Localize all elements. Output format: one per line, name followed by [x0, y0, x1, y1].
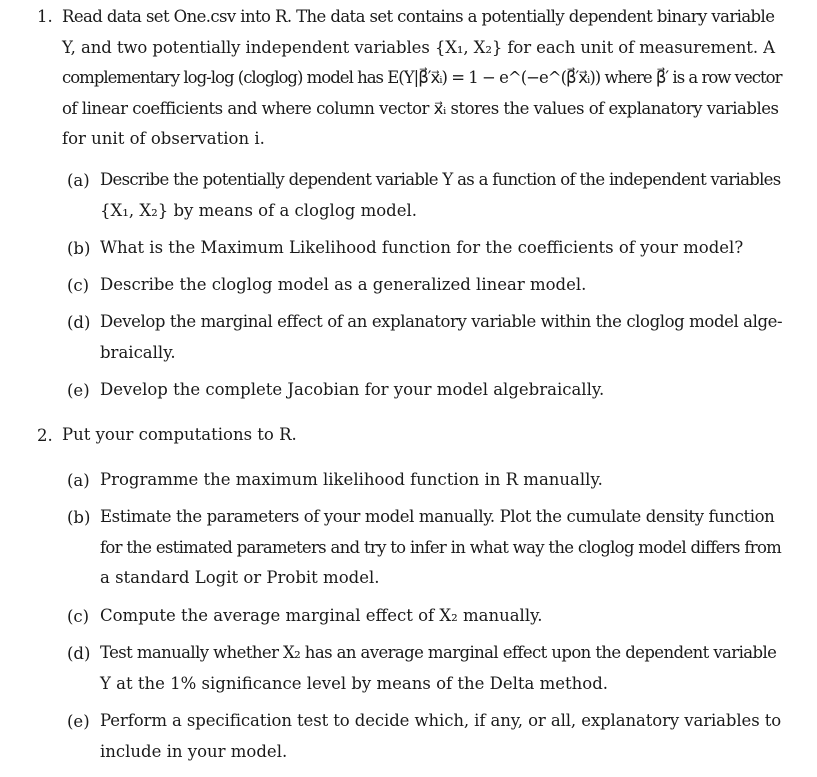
text-line: for unit of observation i.: [62, 129, 265, 148]
text-line: Programme the maximum likelihood function in R manually.: [100, 470, 603, 489]
text-line: Develop the marginal effect of an explanatory variable within the cloglog model alge-: [100, 312, 783, 331]
question-text: [62, 2, 782, 155]
item-label: (c): [67, 276, 90, 295]
item-text: [100, 502, 782, 594]
text-line: What is the Maximum Likelihood function for the coefficients of your model?: [100, 238, 744, 257]
text-line: of linear coefficients and where column vector x⃗ᵢ stores the values of explanatory variables: [62, 98, 779, 118]
text-line: braically.: [100, 342, 176, 362]
question-number: 2.: [37, 426, 53, 445]
item-text: [100, 706, 782, 767]
text-line: Read data set One.csv into R. The data set contains a potentially dependent binary variable: [62, 7, 775, 26]
item-label: (c): [67, 607, 90, 626]
text-line: Put your computations to R.: [62, 425, 297, 444]
text-line: {X₁, X₂} by means of a cloglog model.: [100, 200, 417, 220]
text-line: a standard Logit or Probit model.: [100, 568, 380, 587]
text-line: Develop the complete Jacobian for your model algebraically.: [100, 380, 605, 399]
item-label: (b): [67, 508, 91, 527]
item-label: (e): [67, 712, 90, 731]
text-line: Compute the average marginal effect of X₂ manually.: [100, 606, 543, 625]
text-line: Y at the 1% significance level by means of the Delta method.: [100, 673, 609, 693]
item-label: (d): [67, 644, 91, 663]
item-label: (a): [67, 171, 90, 190]
item-text: [100, 375, 782, 406]
item-text: [100, 601, 782, 632]
item-text: [100, 638, 782, 699]
text-line: Estimate the parameters of your model manually. Plot the cumulate density function: [100, 507, 775, 526]
question-text: [62, 420, 782, 451]
item-label: (a): [67, 471, 90, 490]
text-line: Y, and two potentially independent variables {X₁, X₂} for each unit of measurement. A: [62, 37, 775, 57]
item-label: (d): [67, 313, 91, 332]
item-text: [100, 465, 782, 496]
item-text: [100, 165, 782, 226]
item-text: [100, 233, 782, 264]
text-line: Describe the cloglog model as a generalized linear model.: [100, 275, 587, 294]
text-line: Test manually whether X₂ has an average marginal effect upon the dependent variable: [100, 643, 777, 662]
text-line: Describe the potentially dependent variable Y as a function of the independent variables: [100, 170, 781, 189]
text-line: complementary log-log (cloglog) model has E(Y|β⃗′x⃗ᵢ) = 1 − e^(−e^(β⃗′x⃗ᵢ)) where β⃗′ is a row vector: [62, 68, 782, 87]
text-line: include in your model.: [100, 741, 288, 761]
item-text: [100, 270, 782, 301]
text-line: Perform a specification test to decide which, if any, or all, explanatory variables to: [100, 711, 782, 730]
item-label: (b): [67, 239, 91, 258]
item-label: (e): [67, 381, 90, 400]
question-number: 1.: [37, 7, 53, 26]
text-line: for the estimated parameters and try to infer in what way the cloglog model differs from: [100, 537, 782, 557]
item-text: [100, 307, 782, 368]
